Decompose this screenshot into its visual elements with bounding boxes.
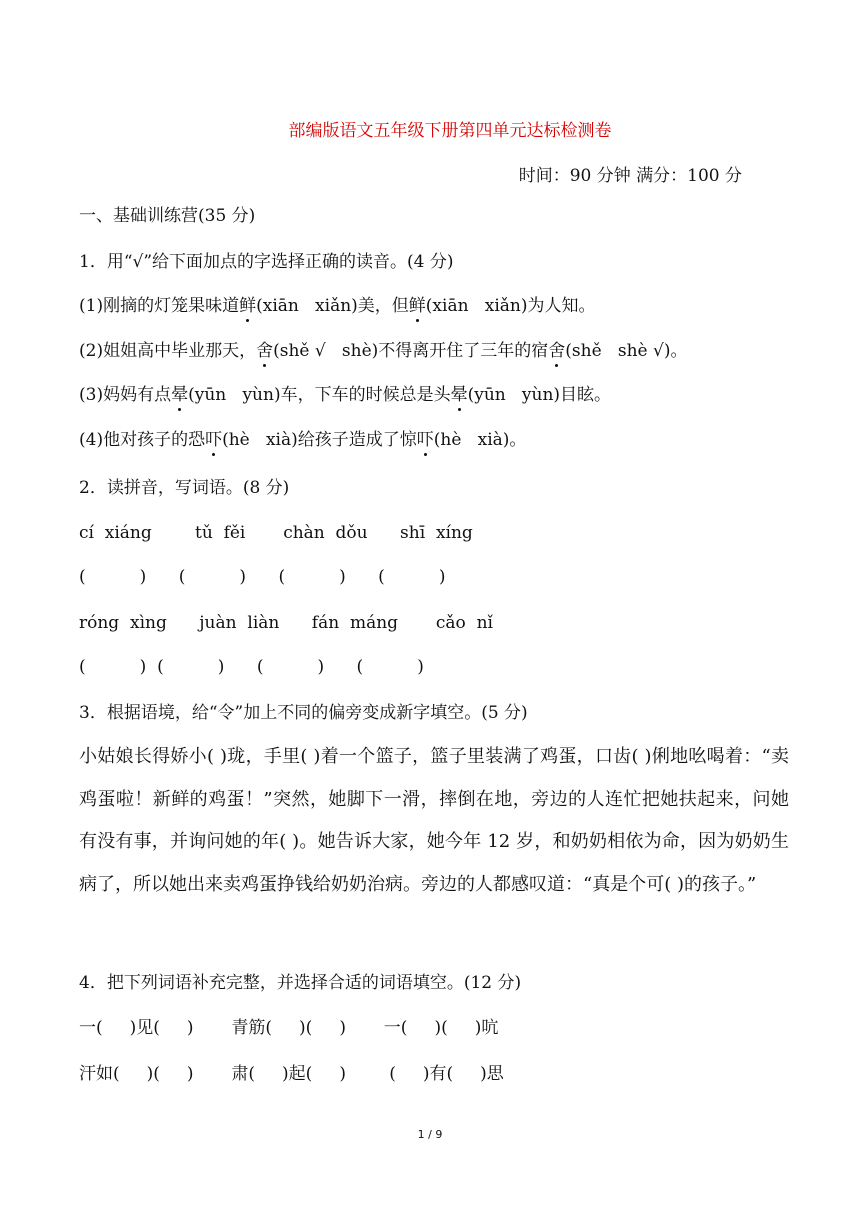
question-4-stem: 4．把下列词语补充完整，并选择合适的词语填空。(12 分) (79, 973, 522, 993)
question-1-stem: 1．用“√”给下面加点的字选择正确的读音。(4 分) (79, 252, 454, 272)
question-1-item-2: (2)姐姐高中毕业那天，舍(shě √ shè)不得离开住了三年的宿舍(shě shè √)。 (79, 341, 688, 361)
pinyin-row-2: róng xìng juàn liàn fán máng cǎo nǐ (79, 613, 493, 633)
idiom-row-2: 汗如( )( ) 肃( )起( ) ( )有( )思 (79, 1064, 504, 1084)
idiom-row-1: 一( )见( ) 青筋( )( ) 一( )( )吭 (79, 1018, 499, 1038)
dotted-char: 晕 (450, 385, 468, 405)
dotted-char: 晕 (171, 385, 189, 405)
question-1-item-1: (1)刚摘的灯笼果味道鲜(xiān xiǎn)美，但鲜(xiān xiǎn)为人知。 (79, 296, 596, 316)
question-3-stem: 3．根据语境，给“令”加上不同的偏旁变成新字填空。(5 分) (79, 703, 528, 723)
dotted-char: 鲜 (239, 296, 257, 316)
dotted-char: 吓 (416, 430, 434, 450)
dotted-char: 吓 (205, 430, 223, 450)
page-number: 1 / 9 (417, 1128, 443, 1141)
question-3-passage: 小姑娘长得娇小( )珑，手里( )着一个篮子，篮子里装满了鸡蛋，口齿( )俐地吆喝着：“卖鸡蛋啦！新鲜的鸡蛋！”突然，她脚下一滑，摔倒在地，旁边的人连忙把她扶起来，问她有没有事，并询问她的年( )。她告诉大家，她今年 12 岁，和奶奶相依为命，因为奶奶生病了，所以她出来卖鸡蛋挣钱给奶奶治病。旁边的人都感叹道：“真是个可( )的孩子。” (79, 746, 789, 895)
dotted-char: 鲜 (408, 296, 426, 316)
dotted-char: 舍 (256, 341, 274, 361)
question-1-item-3: (3)妈妈有点晕(yūn yùn)车，下车的时候总是头晕(yūn yùn)目眩。 (79, 385, 612, 405)
question-1-item-4: (4)他对孩子的恐吓(hè xià)给孩子造成了惊吓(hè xià)。 (79, 430, 527, 450)
exam-meta: 时间：90 分钟 满分：100 分 (518, 166, 742, 186)
page-title: 部编版语文五年级下册第四单元达标检测卷 (288, 121, 612, 141)
question-2-stem: 2．读拼音，写词语。(8 分) (79, 478, 290, 498)
answer-boxes-row-1: ( ) ( ) ( ) ( ) (79, 567, 446, 587)
dotted-char: 舍 (548, 341, 566, 361)
pinyin-row-1: cí xiáng tǔ fěi chàn dǒu shī xíng (79, 523, 473, 543)
answer-boxes-row-2: ( ) ( ) ( ) ( ) (79, 657, 424, 677)
section-heading: 一、基础训练营(35 分) (79, 206, 256, 226)
